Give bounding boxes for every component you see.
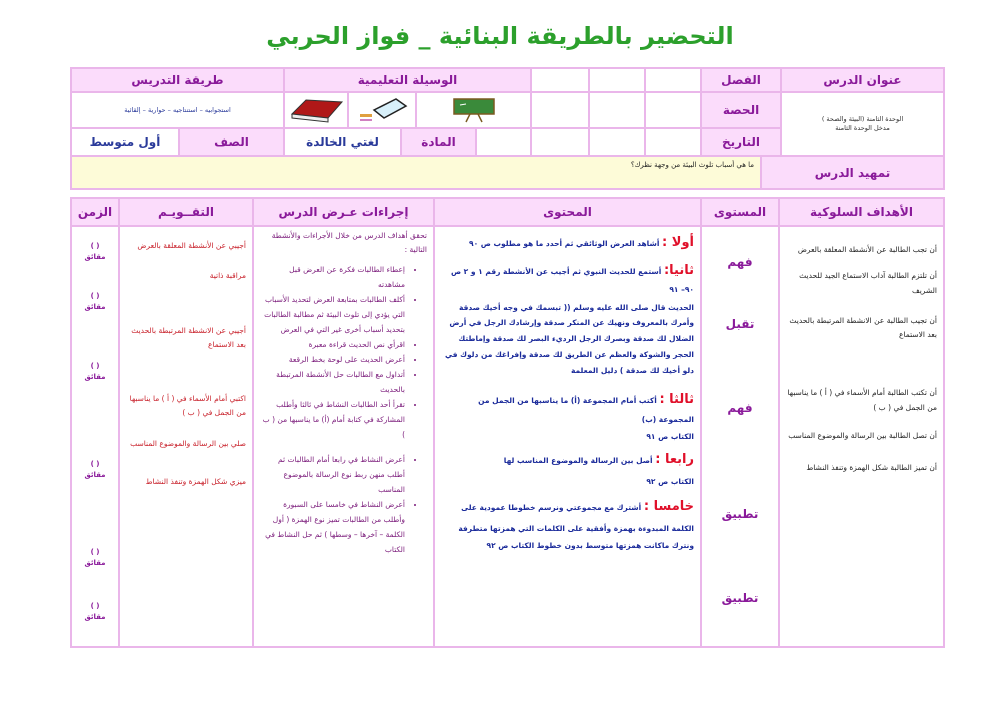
method-value: استجوابيه – استنتاجيه – حوارية – إلقائية <box>70 91 285 129</box>
class-label: الفصل <box>700 67 782 93</box>
lesson-title-label: عنوان الدرس <box>780 67 945 93</box>
time-unit: مقائق <box>84 252 106 261</box>
time-item[interactable] <box>72 459 118 480</box>
blank-cell[interactable] <box>475 127 532 157</box>
content-label: رابعا : <box>655 451 694 467</box>
objective-item: أن تكتب الطالبة أمام الأسماء في ( أ ) ما يناسبها من الجمل في ( ب ) <box>787 388 937 412</box>
time-item[interactable] <box>72 601 118 622</box>
level-item: تقبل <box>725 317 755 331</box>
lesson-title-value <box>780 91 945 157</box>
header-procedures: إجراءات عـرض الدرس <box>252 197 435 227</box>
page-title: التحضير بالطريقة البنائية _ فواز الحربي <box>266 22 734 50</box>
time-paren: ( ) <box>90 242 100 250</box>
procedure-item: • أعرض الحديث على لوحة بخط الرقعة <box>260 352 405 367</box>
procedures-intro: تحقق أهداف الدرس من خلال الأجراءات والأنشطة التالية : <box>271 231 427 255</box>
book-cell <box>283 91 349 129</box>
evaluation-item: أجيبي عن الأنشطة المعلقة بالعرض <box>137 241 246 250</box>
time-paren: ( ) <box>90 362 100 370</box>
time-paren: ( ) <box>90 548 100 556</box>
level-item: تطبيق <box>721 507 759 521</box>
evaluation-item: ميزي شكل الهمزة وتنفذ النشاط <box>145 476 246 486</box>
time-paren: ( ) <box>90 292 100 300</box>
evaluation-item: اكتبي أمام الأسماء في ( أ ) ما يناسبها من الجمل في ( ب ) <box>129 394 246 418</box>
evaluation-item: صلي بين الرسالة والموضوع المناسب <box>130 438 246 448</box>
eraser-cell <box>347 91 417 129</box>
time-item[interactable] <box>72 547 118 568</box>
grade-label: الصف <box>178 127 285 157</box>
lesson-title-line1: الوحدة الثامنة (البيئة والصحة ) <box>821 114 904 123</box>
procedure-item: • تقرأ أحد الطالبات النشاط في ثالثا وأطلب المشاركة في كتابة أمام (أ) ما يناسبها من ( ب ) <box>260 397 405 442</box>
blank-cell[interactable] <box>588 67 646 93</box>
procedure-item: • اقرأي نص الحديث قراءة معبرة <box>260 337 405 352</box>
level-column <box>700 225 780 648</box>
content-text: أصل بين الرسالة والموضوع المناسب لها <box>503 455 653 465</box>
blank-cell[interactable] <box>530 67 590 93</box>
blank-cell[interactable] <box>644 91 702 129</box>
blank-cell[interactable] <box>588 127 646 157</box>
content-text: أشترك مع مجموعتي ونرسم خطوطا عمودية على الكلمة المبدوءة بهمزة وأفقية على الكلمات التي همزتها متطرفة ونترك ماكانت همزتها متوسط بدون خطوط الكتاب ص ٩٢ <box>458 502 694 550</box>
time-unit: مقائق <box>84 372 106 381</box>
time-item[interactable] <box>72 241 118 262</box>
content-item <box>441 448 694 473</box>
procedure-item: • أتداول مع الطالبات حل الأنشطة المرتبطة بالحديث <box>260 367 405 397</box>
procedure-item: • إعطاء الطالبات فكرة عن العرض قبل مشاهدته <box>260 262 405 292</box>
time-unit: مقائق <box>84 302 106 311</box>
procedure-item: • أعرض النشاط في خامسا على السبورة وأطلب من الطالبات تميز نوع الهمزة ( أول الكلمة – آخرها – وسطها ) ثم حل النشاط في الكتاب <box>260 497 405 557</box>
book-icon <box>288 96 344 124</box>
content-item <box>441 231 694 256</box>
level-item: فهم <box>727 401 753 415</box>
method-label: طريقة التدريس <box>70 67 285 93</box>
content-label: ثالثا : <box>659 392 694 408</box>
blank-cell[interactable] <box>588 91 646 129</box>
objective-item: أن تجب الطالبة عن الأنشطة المعلقة بالعرض <box>797 245 937 254</box>
evaluation-column <box>118 225 254 648</box>
intro-label: تمهيد الدرس <box>760 155 945 190</box>
time-paren: ( ) <box>90 460 100 468</box>
content-item <box>441 388 694 427</box>
eraser-chalk-icon <box>356 96 408 124</box>
time-unit: مقائق <box>84 470 106 479</box>
grade-value: أول متوسط <box>70 127 180 157</box>
content-item: الكتاب ص ٩١ <box>646 432 694 442</box>
header-time: الزمن <box>70 197 120 227</box>
content-text: أشاهد العرض الوثائقي ثم أحدد ما هو مطلوب ص ٩٠ <box>469 239 660 248</box>
objective-item: أن تلتزم الطالبة آداب الاستماع الجيد للحديث الشريف <box>799 271 937 295</box>
header-objectives: الأهداف السلوكية <box>778 197 945 227</box>
content-text: أكتب أمام المجموعة (أ) ما يناسبها من الجمل من المجموعة (ب) <box>478 396 694 425</box>
blank-cell[interactable] <box>530 127 590 157</box>
subject-value: لغتي الخالدة <box>283 127 402 157</box>
evaluation-item: أجيبي عن الانشطة المرتبطة بالحديث بعد الاستماع <box>131 325 246 349</box>
content-label: أولا : <box>662 235 694 250</box>
time-unit: مقائق <box>84 612 106 621</box>
header-content: المحتوى <box>433 197 702 227</box>
aids-label: الوسيلة التعليمية <box>283 67 532 93</box>
intro-value: ما هي أسباب تلوث البيئة من وجهة نظرك؟ <box>70 155 762 190</box>
content-item: الكتاب ص ٩٢ <box>646 477 694 487</box>
time-item[interactable] <box>72 291 118 312</box>
content-item <box>441 493 694 555</box>
content-item <box>441 259 694 298</box>
level-item: تطبيق <box>721 591 759 605</box>
header-evaluation: التقــويـم <box>118 197 254 227</box>
lesson-title-line2: مدخل الوحدة الثامنة <box>835 124 890 132</box>
header-level: المستوى <box>700 197 780 227</box>
subject-label: المادة <box>400 127 477 157</box>
time-unit: مقائق <box>84 558 106 567</box>
objectives-column <box>778 225 945 648</box>
period-label: الحصة <box>700 91 782 129</box>
blackboard-icon <box>452 97 496 123</box>
level-item: فهم <box>727 255 753 269</box>
content-label: خامسا : <box>643 498 694 514</box>
blackboard-cell <box>415 91 532 129</box>
objective-item: أن تميز الطالبة شكل الهمزة وتنفذ النشاط <box>806 463 937 472</box>
date-label: التاريخ <box>700 127 782 157</box>
objective-item: أن تجيب الطالبة عن الانشطة المرتبطة بالحديث بعد الاستماع <box>789 315 937 339</box>
time-paren: ( ) <box>90 602 100 610</box>
evaluation-item: مراقبة ذاتية <box>209 271 246 281</box>
blank-cell[interactable] <box>530 91 590 129</box>
procedure-item: • أكلف الطالبات بمتابعة العرض لتحديد الأسباب التي يؤدي إلى تلوث البيئة ثم مطالبة الطالبات بتحديد أسباب أخرى غير التي في العرض <box>260 292 405 337</box>
procedure-item: • أعرض النشاط في رابعا أمام الطالبات ثم أطلب منهن ربط نوع الرسالة بالموضوع المناسب <box>260 452 405 497</box>
content-text: أستمع للحديث النبوي ثم أجيب عن الأنشطة رقم ١ و ٢ ص ٩٠– ٩١ <box>450 266 694 295</box>
blank-cell[interactable] <box>644 127 702 157</box>
content-label: ثانيا: <box>663 262 694 278</box>
procedures-list <box>260 262 427 557</box>
time-column <box>70 225 120 648</box>
content-item: الحديث قال صلى الله عليه وسلم (( تبسمك في وجه أخيك صدقة وأمرك بالمعروف ونهيك عن المنكر صدقة وإرشادك الرجل في أرض الضلال لك صدقة وبصرك الرجل الرديء البصر لك صدقة وإماطتك الحجر والشوكة والعظم عن الطريق لك صدقة وإفراغك من دلوك في دلو أخيك لك صدقة ) دليل المعلمة <box>444 302 694 375</box>
blank-cell[interactable] <box>644 67 702 93</box>
objective-item: أن تصل الطالبة بين الرسالة والموضوع المناسب <box>788 430 937 440</box>
time-item[interactable] <box>72 361 118 382</box>
procedures-column <box>252 225 435 648</box>
content-column <box>433 225 702 648</box>
